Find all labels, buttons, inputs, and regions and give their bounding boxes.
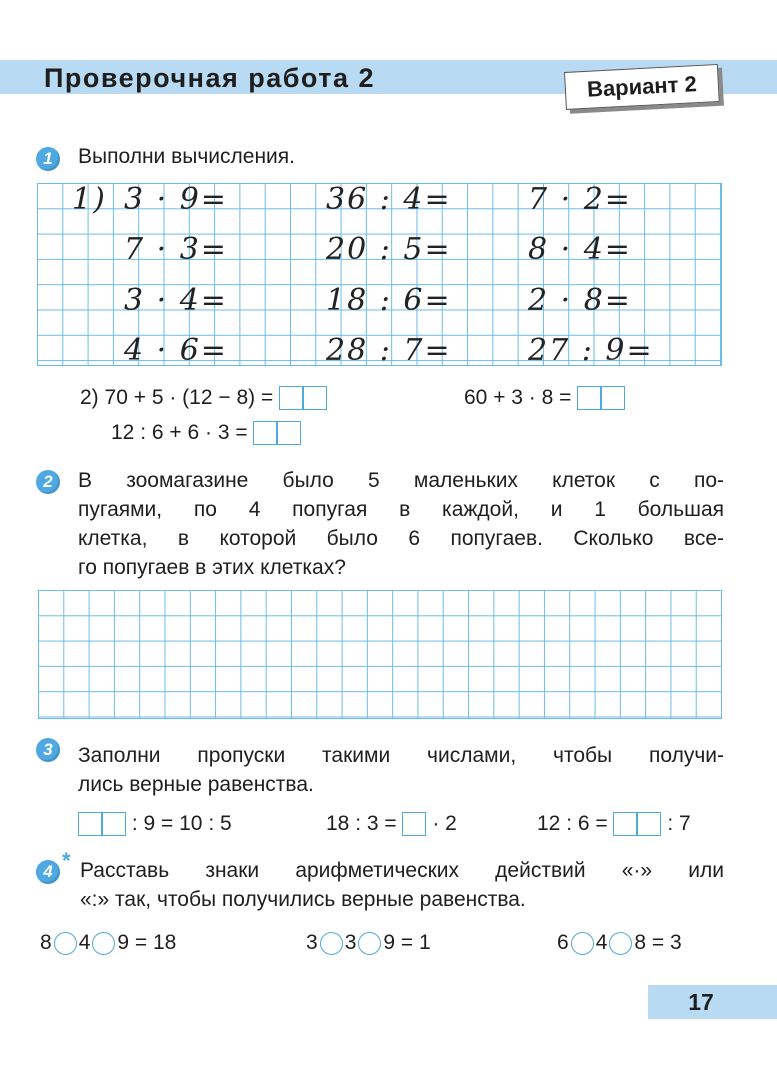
blank-box-3[interactable] <box>613 812 661 836</box>
operand: 4 <box>595 931 608 954</box>
operand: 8 <box>40 931 52 954</box>
task-2-answer-grid[interactable] <box>38 590 722 719</box>
calc-1-2: 7 · 3= <box>124 232 228 267</box>
expression-b <box>464 383 625 413</box>
expression-a-text: 70 + 5 · (12 − 8) = <box>104 386 274 409</box>
task-4-badge: 4 <box>36 860 60 884</box>
sign-circle[interactable] <box>571 932 594 955</box>
equality-2-left: 18 : 3 = <box>326 812 397 835</box>
answer-box-c[interactable] <box>253 421 301 445</box>
sign-circle[interactable] <box>358 932 381 955</box>
calc-2-4: 28 : 7= <box>326 333 452 368</box>
task-2-badge: 2 <box>36 470 60 494</box>
task-2-line: клетка, в которой было 6 попугаев. Сколько все- <box>78 527 724 550</box>
operand-result: 9 = 1 <box>383 931 431 954</box>
answer-box-b[interactable] <box>577 386 625 410</box>
task-2-line: пугаями, по 4 попугая в каждой, и 1 большая <box>78 498 724 521</box>
calc-2-1: 36 : 4= <box>326 182 452 217</box>
task-2-line: го попугаев в этих клетках? <box>78 556 346 579</box>
equality-3-left: 12 : 6 = <box>537 812 608 835</box>
calc-1-4: 4 · 6= <box>124 333 228 368</box>
task-2-line: В зоомагазине было 5 маленьких клеток с по- <box>78 469 724 492</box>
task-4-text <box>80 856 724 914</box>
equality-2-right: · 2 <box>432 812 457 835</box>
sign-circle[interactable] <box>320 932 343 955</box>
task-3-line: Заполни пропуски такими числами, чтобы получи- <box>78 744 724 767</box>
expression-a <box>80 383 327 413</box>
operand-result: 8 = 3 <box>634 931 682 954</box>
equality-3 <box>537 809 691 839</box>
sign-equality-2 <box>306 928 431 958</box>
sign-equality-1 <box>40 928 176 958</box>
calc-2-3: 18 : 6= <box>326 283 452 318</box>
expression-c <box>111 418 301 448</box>
equality-3-right: : 7 <box>667 812 691 835</box>
calc-3-2: 8 · 4= <box>528 232 632 267</box>
calc-3-1: 7 · 2= <box>528 182 632 217</box>
answer-box-a[interactable] <box>279 386 327 410</box>
part-2-label: 2) <box>80 386 99 409</box>
blank-box-2[interactable] <box>402 812 426 836</box>
equality-1-text: : 9 = 10 : 5 <box>131 812 232 835</box>
part-1-label: 1) <box>72 182 107 217</box>
calc-1-1: 3 · 9= <box>124 182 228 217</box>
operand-result: 9 = 18 <box>117 931 177 954</box>
sign-circle[interactable] <box>92 932 115 955</box>
equality-2 <box>326 809 457 839</box>
page-number: 17 <box>688 989 714 1015</box>
calc-1-3: 3 · 4= <box>124 283 228 318</box>
task-4-line: «:» так, чтобы получились верные равенства. <box>80 888 526 911</box>
page-title: Проверочная работа 2 <box>44 63 375 93</box>
task-1-badge: 1 <box>36 147 60 171</box>
operand: 4 <box>78 931 91 954</box>
variant-label: Вариант 2 <box>564 64 720 110</box>
expression-c-text: 12 : 6 + 6 · 3 = <box>111 421 248 444</box>
task-4-line: Расставь знаки арифметических действий «·» или <box>80 859 724 882</box>
operand: 6 <box>557 931 569 954</box>
task-3-text <box>78 741 724 799</box>
calc-2-2: 20 : 5= <box>326 232 452 267</box>
operand: 3 <box>344 931 357 954</box>
task-1-instruction: Выполни вычисления. <box>78 145 295 168</box>
task-3-line: лись верные равенства. <box>78 773 314 796</box>
task-3-badge: 3 <box>36 738 60 762</box>
star-icon: * <box>62 848 71 873</box>
calc-3-3: 2 · 8= <box>528 283 632 318</box>
task-2-text <box>78 466 724 582</box>
equality-1 <box>78 809 232 839</box>
sign-circle[interactable] <box>609 932 632 955</box>
operand: 3 <box>306 931 318 954</box>
blank-box-1[interactable] <box>78 812 126 836</box>
sign-equality-3 <box>557 928 682 958</box>
calc-3-4: 27 : 9= <box>528 333 654 368</box>
sign-circle[interactable] <box>54 932 77 955</box>
expression-b-text: 60 + 3 · 8 = <box>464 386 572 409</box>
